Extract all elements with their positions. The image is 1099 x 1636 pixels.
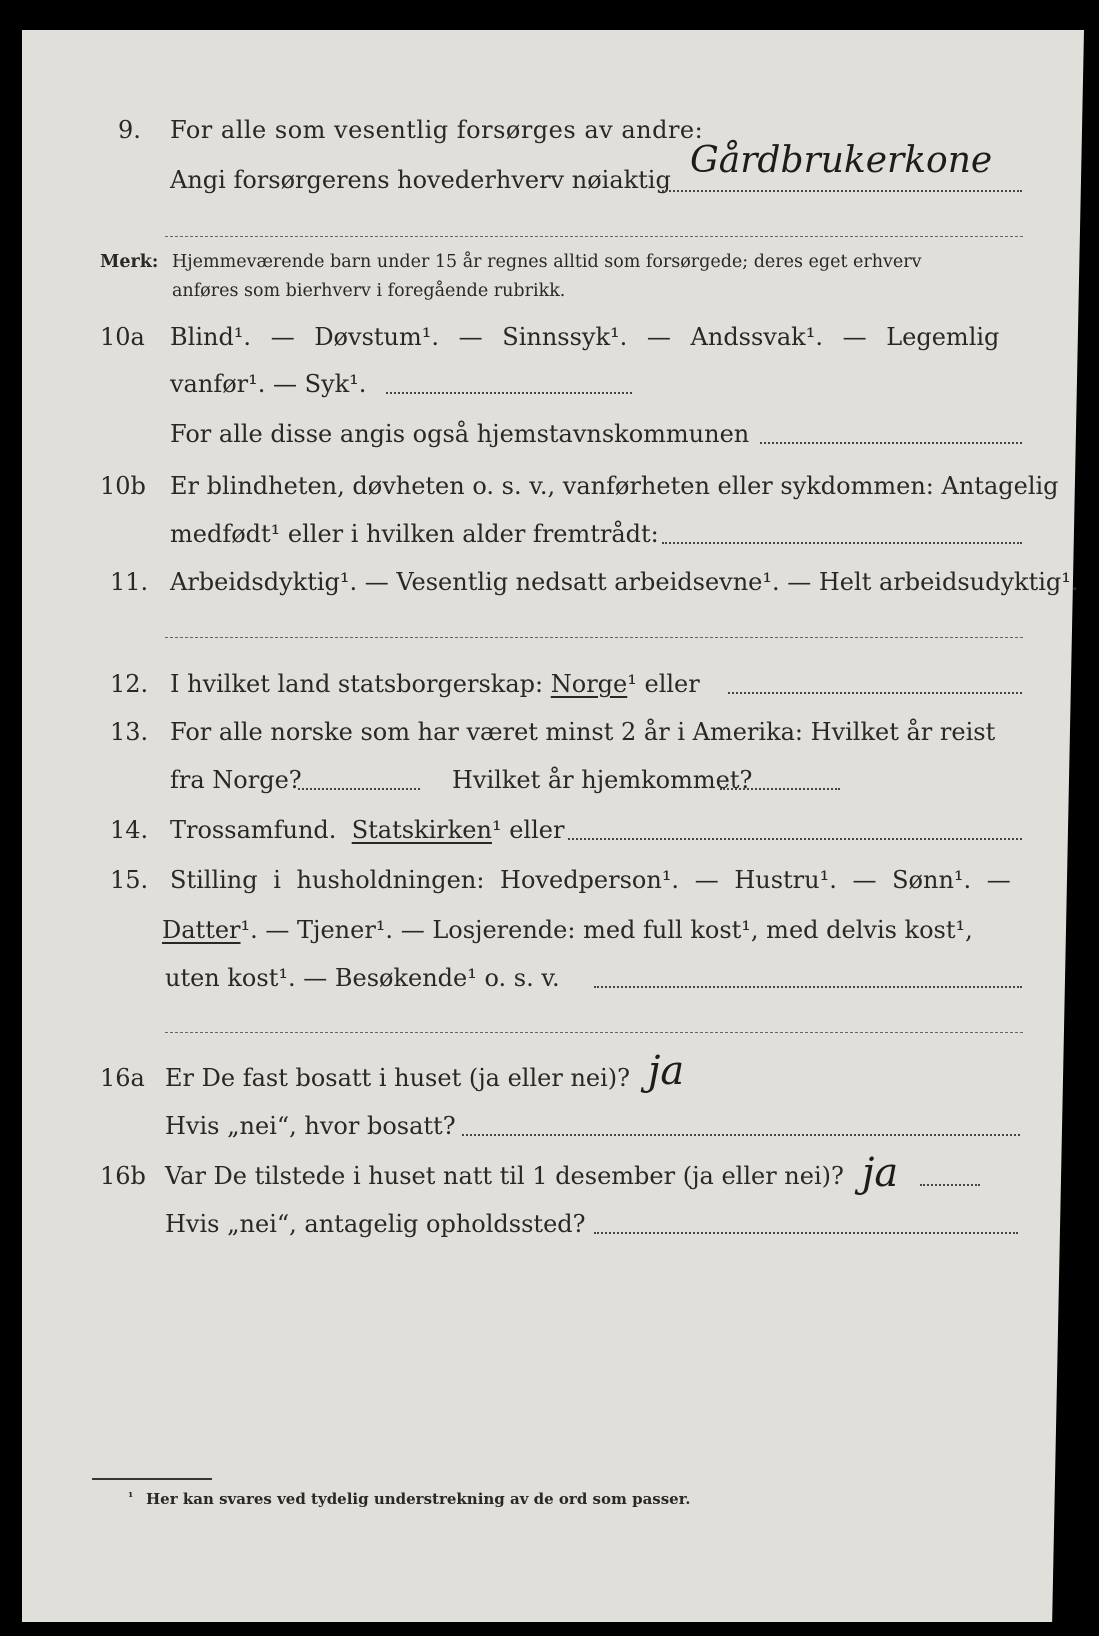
q11-extra-line [165,637,1023,638]
q15-extra-line [165,1032,1023,1033]
q14-text [170,818,564,842]
q13-reist-line [298,788,420,790]
merk-label: Merk: [100,252,159,272]
q16a-answer-line [462,1134,1020,1136]
q12-question: I hvilket land statsborgerskap: [170,670,544,698]
q11-number: 11. [110,568,149,596]
q13-line1: For alle norske som har været minst 2 år i Amerika: Hvilket år reist [170,718,996,746]
q16b-line1: Var De tilstede i huset natt til 1 desember (ja eller nei)? [165,1162,844,1190]
q10a-syk-line [386,392,632,394]
q16b-answer-line [920,1184,980,1186]
q14-answer-line [568,838,1022,840]
q11-line1: Arbeidsdyktig¹. — Vesentlig nedsatt arbeidsevne¹. — Helt arbeidsudyktig¹. [170,568,1079,596]
q13-hjem-line [720,788,840,790]
q10b-line2: medfødt¹ eller i hvilken alder fremtrådt: [170,520,659,548]
q15-line1: Stilling i husholdningen: Hovedperson¹. — Hustru¹. — Sønn¹. — [170,866,1011,894]
q16b-line2: Hvis „nei“, antagelig opholdssted? [165,1210,586,1238]
q10a-line2: vanfør¹. — Syk¹. [170,370,367,398]
q14-underlined-answer: Statskirken [351,816,492,844]
q14-post: ¹ eller [491,816,565,844]
q16a-line2: Hvis „nei“, hvor bosatt? [165,1112,456,1140]
merk-line1: Hjemmeværende barn under 15 år regnes alltid som forsørgede; deres eget erhverv [172,252,922,272]
q10b-answer-line [662,542,1022,544]
q12-answer-line [728,692,1022,694]
q10a-kommune-line [760,442,1022,444]
q14-question: Trossamfund. [170,816,337,844]
q13-number: 13. [110,718,149,746]
q12-underlined-answer: Norge [550,670,628,698]
merk-line2: anføres som bierhverv i foregående rubrikk. [172,281,566,301]
q16b-answer: ja [862,1150,899,1196]
q10a-line3: For alle disse angis også hjemstavnskommunen [170,420,750,448]
q15-answer-line [594,986,1022,988]
q16a-number: 16a [100,1064,145,1092]
q12-number: 12. [110,670,149,698]
q16a-answer: ja [648,1048,685,1094]
q12-post: ¹ eller [627,670,700,698]
q9-answer: Gårdbrukerkone [690,140,993,181]
q9-line1: For alle som vesentlig forsørges av andre: [170,116,704,144]
q10a-line1: Blind¹. — Døvstum¹. — Sinnssyk¹. — Andssvak¹. — Legemlig [170,323,1000,351]
q15-line2 [162,918,973,942]
footnote-rule [92,1478,212,1480]
q14-number: 14. [110,816,149,844]
q10b-number: 10b [100,472,146,500]
q9-answer-line [662,190,1022,192]
q16a-line1: Er De fast bosatt i huset (ja eller nei)? [165,1064,631,1092]
footnote-mark: ¹ [128,1490,134,1504]
q9-extra-line [165,236,1023,237]
q15-underlined-answer: Datter [162,916,241,944]
q13-line2b: Hvilket år hjemkommet? [452,766,753,794]
q15-line3: uten kost¹. — Besøkende¹ o. s. v. [165,964,560,992]
q10a-number: 10a [100,323,145,351]
q16b-opholdssted-line [594,1232,1018,1234]
q10b-line1: Er blindheten, døvheten o. s. v., vanførheten eller sykdommen: Antagelig [170,472,1059,500]
q16b-number: 16b [100,1162,146,1190]
q12-text [170,672,700,696]
q9-number: 9. [118,116,141,144]
footnote-text: Her kan svares ved tydelig understrekning av de ord som passer. [146,1490,691,1508]
q9-line2: Angi forsørgerens hovederhverv nøiaktig [170,166,671,194]
q13-line2a: fra Norge? [170,766,302,794]
q15-line2-rest: ¹. — Tjener¹. — Losjerende: med full kost¹, med delvis kost¹, [240,916,973,944]
q15-number: 15. [110,866,149,894]
